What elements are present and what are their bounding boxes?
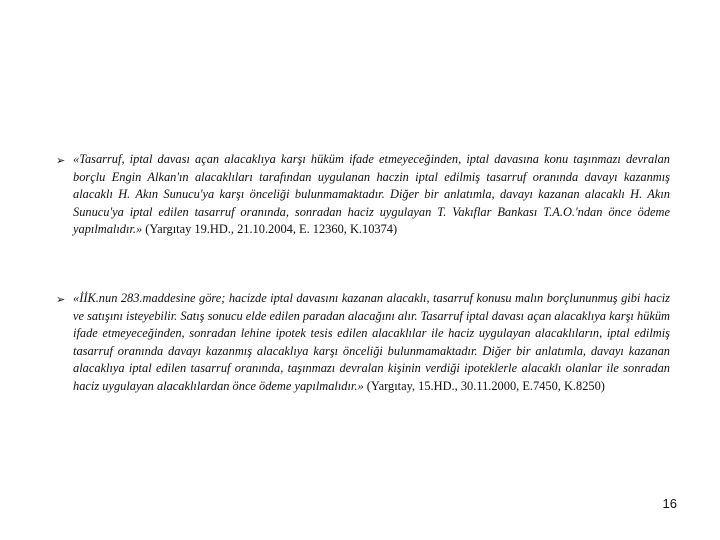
court-quote-1: «Tasarruf, iptal davası açan alacaklıya karşı hüküm ifade etmeyeceğinden, iptal davasına konu taşınmazı devralan borçlu Engin Alkan'ın alacaklıları tarafından uygulanan haczin iptal edilmiş tasarruf oranında davayı kazanmış alacaklı H. Akın Sunucu'ya karşı önceliği bulunmamaktadır. Diğer bir anlatımla, davayı kazanan alacaklı H. Akın Sunucu'ya iptal edilen tasarruf oranında, sonradan haciz uygulayan T. Vakıflar Bankası T.A.O.'ndan önce ödeme yapılmalıdır.» xyxy=(73,152,670,237)
court-citation-1: (Yargıtay 19.HD., 21.10.2004, E. 12360, K.10374) xyxy=(142,222,398,237)
bullet-text-2 xyxy=(73,290,670,396)
bullet-text-1 xyxy=(73,151,670,239)
bullet-item-2 xyxy=(56,290,670,396)
page-number: 16 xyxy=(662,496,677,511)
arrow-bullet-icon: ➢ xyxy=(56,154,66,167)
court-citation-2: (Yargıtay, 15.HD., 30.11.2000, E.7450, K.8250) xyxy=(363,378,605,393)
bullet-item-1 xyxy=(56,151,670,239)
court-quote-2: «İİK.nun 283.maddesine göre; hacizde iptal davasını kazanan alacaklı, tasarruf konusu malın borçlununmuş gibi haciz ve satışını isteyebilir. Satış sonucu elde edilen paradan alacağını alır. Tasarruf iptal davası açan alacaklıya karşı hüküm ifade etmeyeceğinden, sonradan lehine ipotek tesis edilen alacaklılar ile haciz uygulayan alacaklıların, iptal edilmiş tasarruf oranında davayı kazanmış alacaklıya karşı önceliği bulunmamaktadır. Diğer bir anlatımla, davayı kazanan alacaklıya iptal edilen tasarruf oranında, taşınmazı devralan kişinin verdiği ipoteklerle alacaklı olanlar ile sonradan haciz uygulayan alacaklılardan önce ödeme yapılmalıdır.» xyxy=(73,291,670,393)
arrow-bullet-icon: ➢ xyxy=(56,293,66,306)
